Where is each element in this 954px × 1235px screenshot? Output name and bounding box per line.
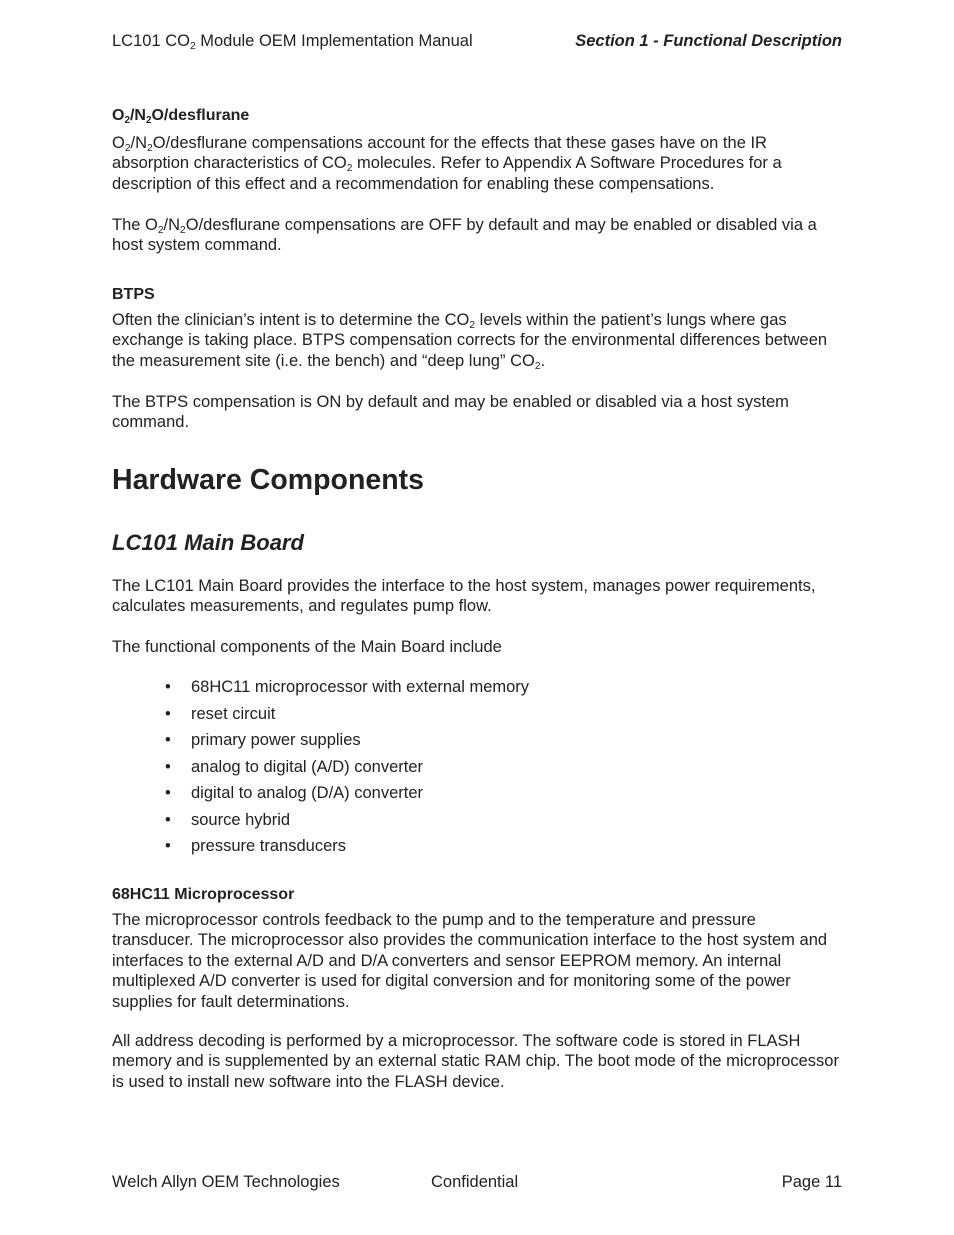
bullet: • xyxy=(165,784,171,802)
bullet: • xyxy=(165,704,171,723)
list-item: • primary power supplies xyxy=(165,731,361,749)
running-header-title: LC101 $CO_2$ Module OEM Implementation Manual xyxy=(112,32,473,53)
main-board-subtitle: LC101 Main Board xyxy=(112,530,304,555)
o2-paragraph-1: $O_2/N_2O$/desflurane compensations account for the effects that these gases have on the IR absorption characteristics of $CO_2$ molecules. Refer to Appendix A Software Procedures for a description of this effect and a recommendation for enabling these compensations. xyxy=(112,134,782,193)
footer-confidential: Confidential xyxy=(431,1173,519,1191)
footer-page-number: Page 11 xyxy=(781,1173,842,1191)
list-item: • source hybrid xyxy=(165,810,291,829)
microprocessor-heading: 68HC11 Microprocessor xyxy=(112,886,295,903)
btps-heading: BTPS xyxy=(112,286,155,303)
running-header-section: Section 1 - Functional Description xyxy=(575,32,842,50)
components-list xyxy=(165,676,529,862)
list-item: • pressure transducers xyxy=(165,837,346,855)
microprocessor-paragraph-1: The microprocessor controls feedback to the pump and to the temperature and pressure transducer. The microprocessor also provides the communication interface to the host system and interfaces to the external A/D and D/A converters and sensor EEPROM memory. An internal multiplexed A/D converter is used for digital conversion and for monitoring some of the power supplies for fault determinations. xyxy=(112,911,828,1011)
bullet: • xyxy=(165,678,171,696)
microprocessor-paragraph-2: All address decoding is performed by a microprocessor. The software code is stored in FLASH memory and is supplemented by an external static RAM chip. The boot mode of the microprocessor is used to install new software into the FLASH device. xyxy=(112,1032,839,1091)
o2-paragraph-2: The $O_2/N_2O$/desflurane compensations are OFF by default and may be enabled or disabled via a host system command. xyxy=(112,216,817,255)
main-board-paragraph-2: The functional components of the Main Board include xyxy=(112,638,502,656)
list-item: • analog to digital (A/D) converter xyxy=(165,757,424,776)
btps-paragraph-1: Often the clinician’s intent is to determine the $CO_2$ levels within the patient’s lungs where gas exchange is taking place. BTPS compensation corrects for the environmental differences between the measurement site (i.e. the bench) and “deep lung” $CO_2$. xyxy=(112,311,828,372)
list-item: • reset circuit xyxy=(165,704,276,723)
bullet: • xyxy=(165,757,171,776)
btps-paragraph-2: The BTPS compensation is ON by default and may be enabled or disabled via a host system command. xyxy=(112,393,789,432)
bullet: • xyxy=(165,837,171,855)
hardware-components-title: Hardware Components xyxy=(112,464,424,496)
bullet: • xyxy=(165,731,171,749)
o2-section-heading: $O_2/N_2O$/desflurane xyxy=(112,107,250,126)
main-board-paragraph-1: The LC101 Main Board provides the interface to the host system, manages power requirements, calculates measurements, and regulates pump flow. xyxy=(112,577,816,616)
footer-company: Welch Allyn OEM Technologies xyxy=(112,1173,340,1191)
bullet: • xyxy=(165,810,171,829)
list-item: • 68HC11 microprocessor with external memory xyxy=(165,678,530,696)
list-item: • digital to analog (D/A) converter xyxy=(165,784,424,802)
